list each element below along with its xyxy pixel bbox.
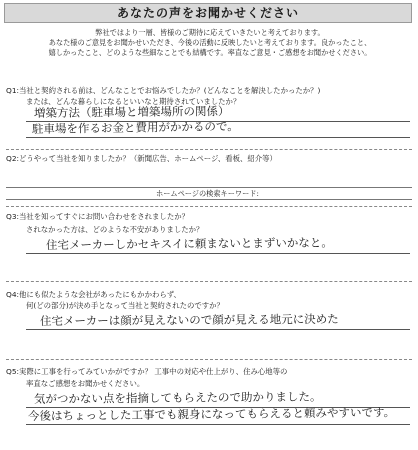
q5-question: Q5:実際に工事を行ってみていかがですか？ 工事中の対応や仕上がり、住み心地等の	[6, 367, 288, 376]
q4-answer-rule-1	[26, 329, 410, 330]
q4-answer-line-1: 住宅メーカーは顔が見えないので顔が見える地元に決めた	[39, 311, 339, 328]
q1-answer-rule-2	[26, 137, 410, 138]
page-title: あなたの声をお聞かせください	[4, 3, 412, 23]
q1-question: Q1:当社と契約される前は、どんなことでお悩みでしたか？(どんなことを解決したかったか？)	[6, 86, 321, 95]
hp-keyword-row	[6, 187, 412, 200]
section-divider	[6, 281, 412, 282]
intro-line-2: あなた様のご意見をお聞かせいただき、今後の活動に反映したいと考えております。良かったこと、	[48, 38, 372, 47]
q3-question-sub: されなかった方は、どのような不安がありましたか？	[26, 225, 204, 234]
q5-answer-line-1: 気がつかない点を指摘してもらえたので助かりました。	[33, 389, 322, 406]
q3-question: Q3:当社を知ってすぐにお問い合わせをされましたか？	[6, 212, 189, 221]
q1-question-sub: または、どんな暮らしになるといいなと期待されていましたか？	[26, 97, 241, 106]
section-divider	[6, 149, 412, 150]
intro-line-1: 弊社ではより一層、皆様のご期待に応えていきたいと考えております。	[95, 28, 325, 37]
q3-answer-line-1: 住宅メーカーしかセキスイに頼まないとまずいかなと。	[45, 235, 333, 252]
q4-question-sub: 何(どの部分)が決め手となって当社と契約されたのですか？	[26, 301, 224, 310]
section-divider	[6, 206, 412, 207]
q1-answer-line-2: 駐車場を作るお金と費用がかかるので。	[31, 119, 239, 136]
q5-answer-rule-2	[26, 424, 410, 425]
hp-keyword-label: ホームページの検索キーワード:	[156, 189, 259, 198]
intro-line-3: 嬉しかったこと、どのような些細なことでも結構です。率直なご意見・ご感想をお聞かせください。	[48, 48, 372, 57]
q4-question: Q4:他にも似たような会社があったにもかかわらず、	[6, 290, 181, 299]
intro-text	[20, 28, 400, 58]
q2-question: Q2:どうやって当社を知りましたか？（新聞広告、ホームページ、看板、紹介等）	[6, 154, 277, 163]
q3-answer-rule-1	[26, 253, 410, 254]
section-divider	[6, 359, 412, 360]
q5-answer-line-2: 今後はちょっとした工事でも親身になってもらえると頼みやすいです。	[27, 405, 396, 423]
q1-answer-line-1: 増築方法（駐車場と増築場所の関係）	[33, 103, 230, 120]
q5-question-sub: 率直なご感想をお聞かせください。	[26, 379, 145, 388]
